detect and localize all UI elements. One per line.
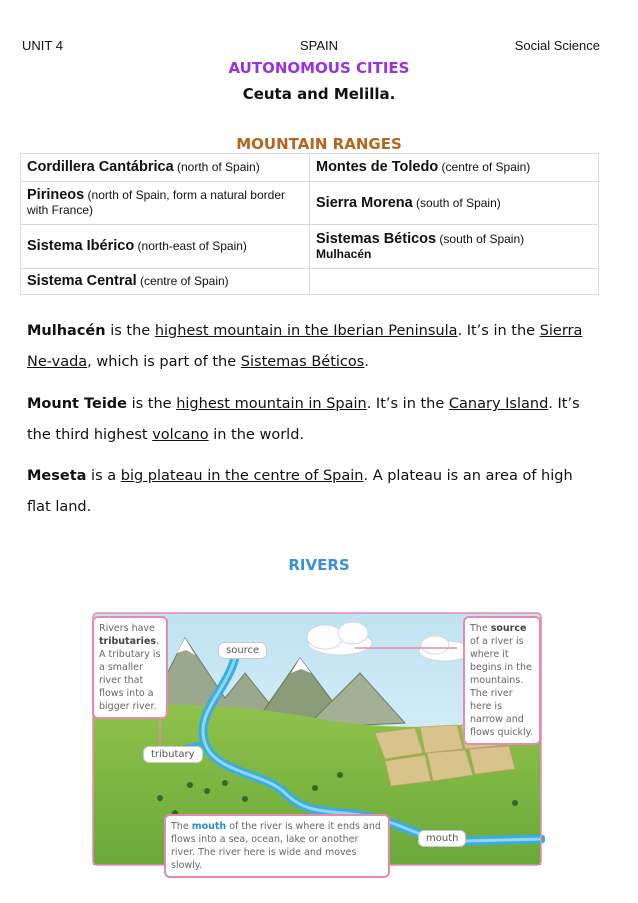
teide-paragraph: Mount Teide is the highest mountain in Spain. It’s in the Canary Island. It’s the third highest volcano in the world. bbox=[27, 396, 580, 443]
table-cell bbox=[310, 269, 599, 295]
autonomous-cities-title: AUTONOMOUS CITIES bbox=[228, 59, 410, 77]
mulhacen-paragraph: Mulhacén is the highest mountain in the Iberian Peninsula. It’s in the Sierra Ne-vada, which is part of the Sistemas Béticos. bbox=[27, 323, 583, 370]
table-cell: Cordillera Cantábrica (north of Spain) bbox=[21, 154, 310, 182]
tributary-callout: Rivers have tributaries. A tributary is a smaller river that flows into a bigger river. bbox=[92, 616, 168, 719]
tributary-label: tributary bbox=[143, 746, 203, 763]
table-cell: Sierra Morena (south of Spain) bbox=[310, 182, 599, 225]
table-cell: Sistema Central (centre of Spain) bbox=[21, 269, 310, 295]
rivers-title: RIVERS bbox=[288, 556, 350, 574]
table-cell: Sistema Ibérico (north-east of Spain) bbox=[21, 225, 310, 269]
source-callout: The source of a river is where it begins in the mountains. The river here is narrow and flows quickly. bbox=[463, 616, 541, 745]
mouth-label: mouth bbox=[418, 830, 466, 847]
mountain-ranges-title: MOUNTAIN RANGES bbox=[236, 135, 402, 153]
header-topic: SPAIN bbox=[299, 38, 339, 53]
table-cell: Sistemas Béticos (south of Spain) Mulhacén bbox=[310, 225, 599, 269]
header-subject: Social Science bbox=[514, 38, 600, 53]
table-cell: Pirineos (north of Spain, form a natural border with France) bbox=[21, 182, 310, 225]
header-unit: UNIT 4 bbox=[22, 38, 63, 53]
source-label: source bbox=[218, 642, 267, 659]
table-cell: Montes de Toledo (centre of Spain) bbox=[310, 154, 599, 182]
autonomous-cities-list: Ceuta and Melilla. bbox=[242, 85, 396, 103]
meseta-paragraph: Meseta is a big plateau in the centre of Spain. A plateau is an area of high flat land. bbox=[27, 468, 573, 515]
mountain-ranges-table bbox=[20, 153, 599, 295]
mouth-callout: The mouth of the river is where it ends and flows into a sea, ocean, lake or another river. The river here is wide and moves slowly. bbox=[164, 814, 390, 878]
